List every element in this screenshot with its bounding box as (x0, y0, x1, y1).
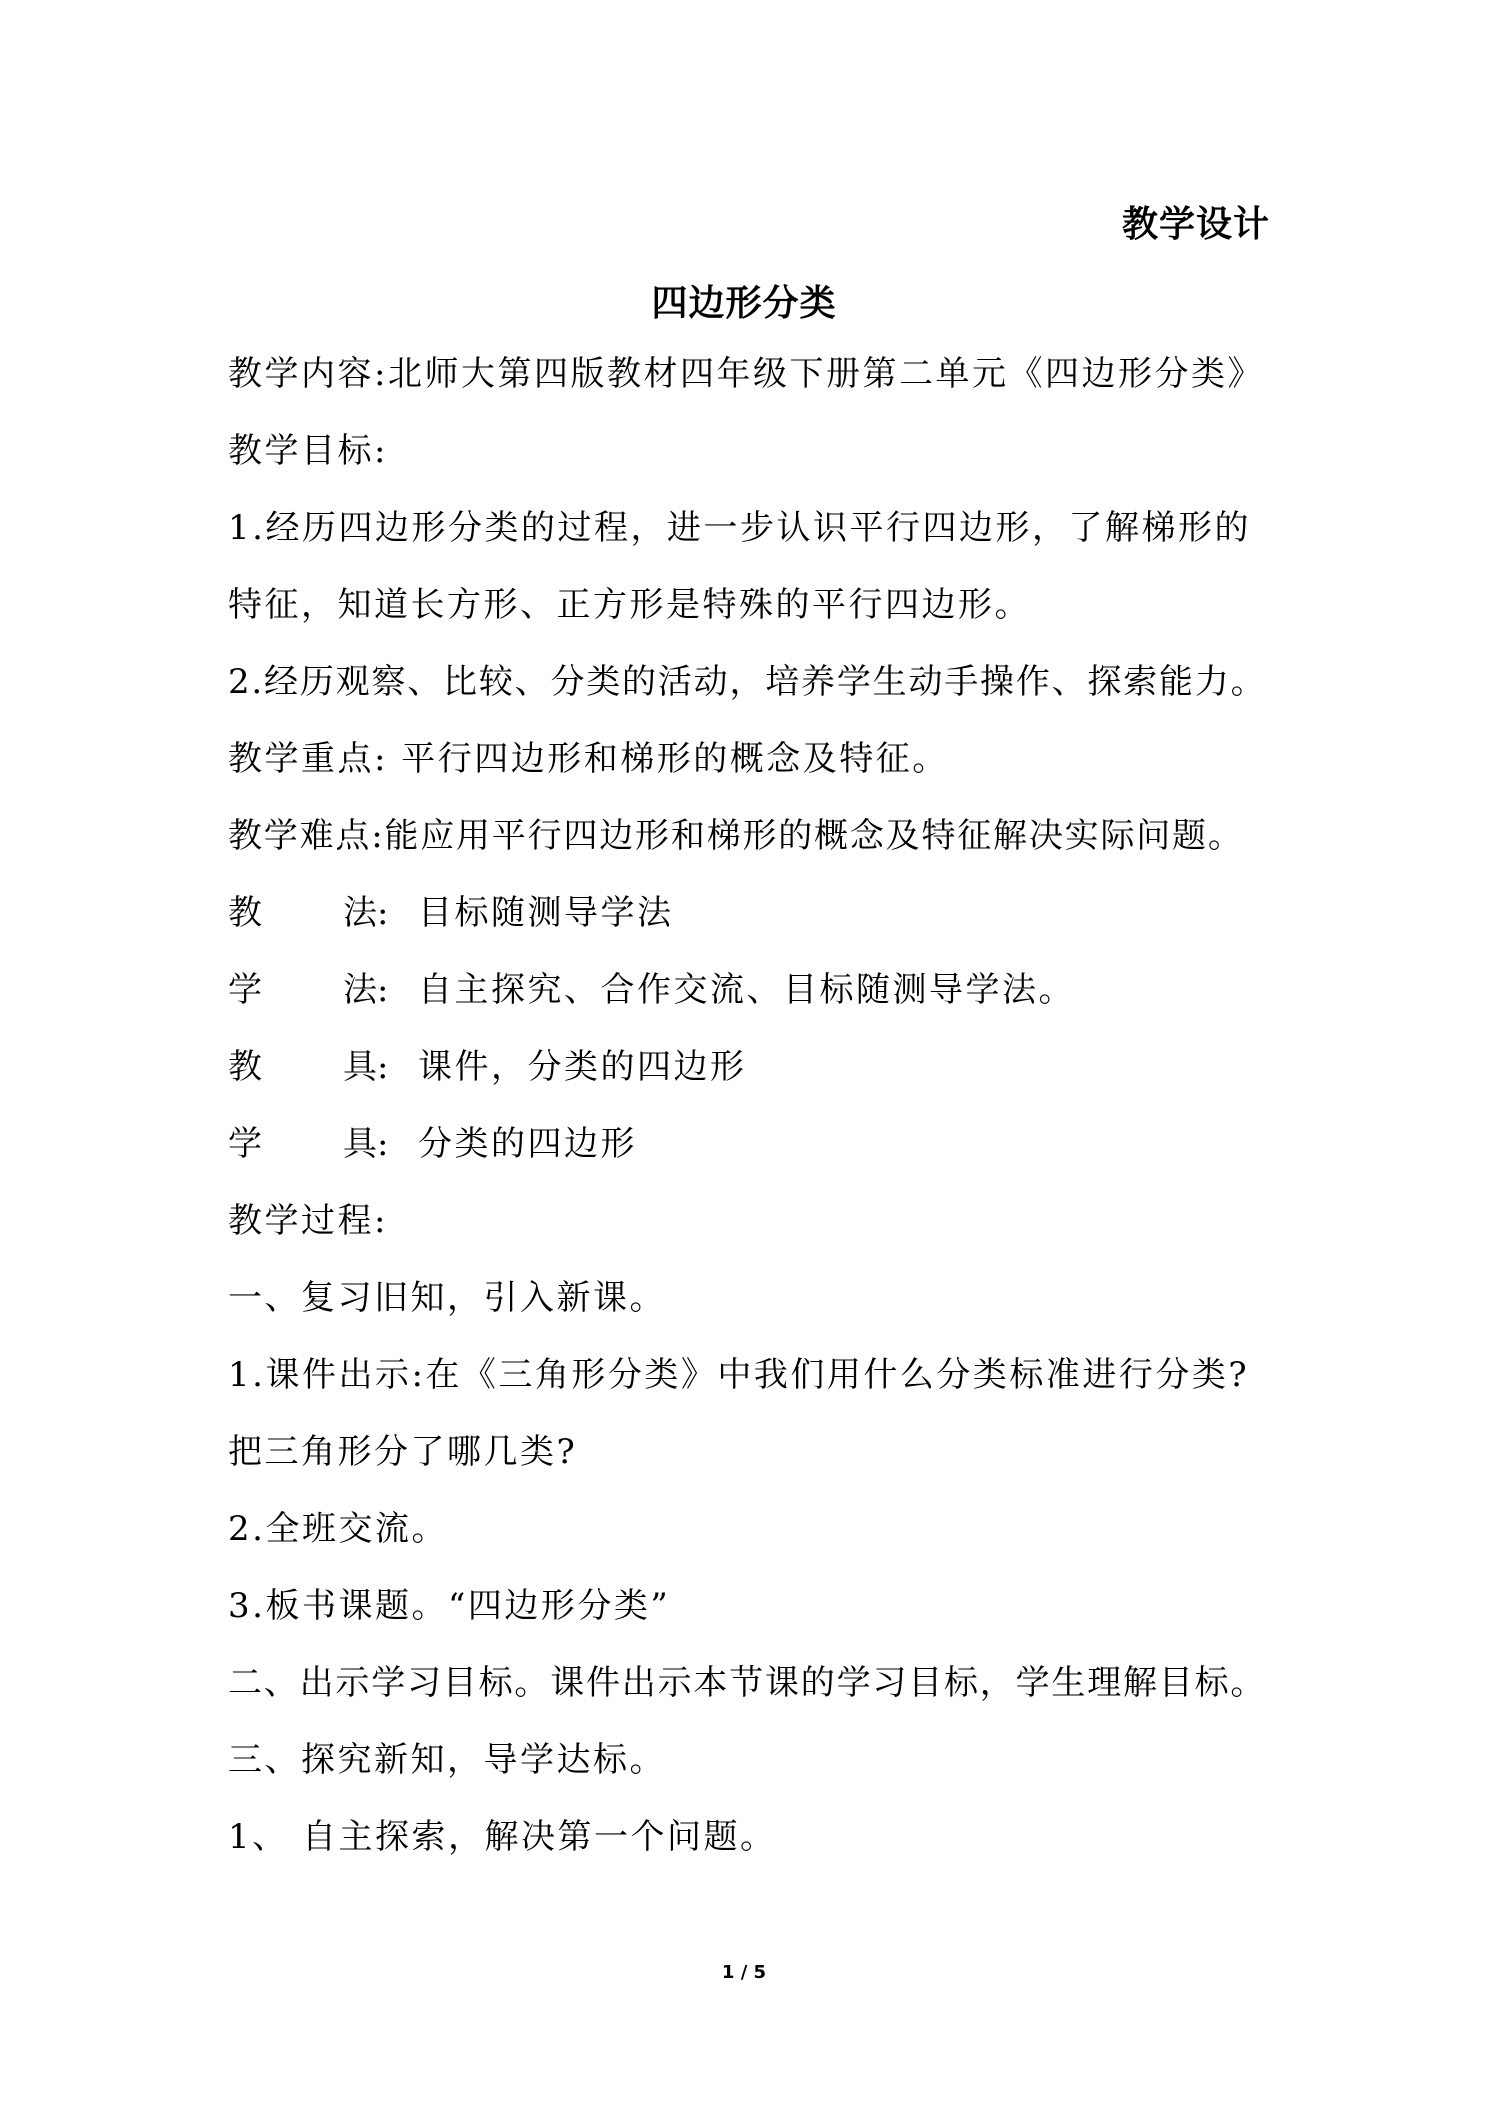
key-point-line: 教学重点: 平行四边形和梯形的概念及特征。 (228, 739, 949, 779)
section-2-heading: 二、出示学习目标。课件出示本节课的学习目标，学生理解目标。 (228, 1663, 1267, 1703)
learn-tools-line (228, 1124, 637, 1164)
document-header-label: 教学设计 (1121, 204, 1270, 245)
teach-method-line (228, 893, 674, 933)
goal-1-line-a: 1.经历四边形分类的过程，进一步认识平行四边形，了解梯形的 (228, 508, 1251, 548)
learn-tools-label: 学 具: (228, 1124, 389, 1164)
step-1-line-b: 把三角形分了哪几类? (228, 1432, 578, 1472)
learn-method-label: 学 法: (228, 970, 389, 1010)
learn-method-value: 自主探究、合作交流、目标随测导学法。 (418, 970, 1075, 1010)
step-3-line: 3.板书课题。“四边形分类” (228, 1586, 671, 1626)
content-line: 教学内容:北师大第四版教材四年级下册第二单元《四边形分类》 (228, 354, 1264, 394)
document-title: 四边形分类 (651, 283, 837, 324)
teach-tools-label: 教 具: (228, 1047, 389, 1087)
step-2-line: 2.全班交流。 (228, 1509, 448, 1549)
learn-tools-value: 分类的四边形 (418, 1124, 637, 1164)
difficulty-line: 教学难点:能应用平行四边形和梯形的概念及特征解决实际问题。 (228, 816, 1244, 856)
process-heading: 教学过程: (228, 1201, 388, 1241)
section-1-heading: 一、复习旧知，引入新课。 (228, 1278, 666, 1318)
section-3-heading: 三、探究新知，导学达标。 (228, 1740, 666, 1780)
teach-tools-value: 课件，分类的四边形 (418, 1047, 747, 1087)
goal-2-line: 2.经历观察、比较、分类的活动，培养学生动手操作、探索能力。 (228, 662, 1267, 702)
teach-tools-line (228, 1047, 747, 1087)
goal-1-line-b: 特征，知道长方形、正方形是特殊的平行四边形。 (228, 585, 1031, 625)
learn-method-line (228, 970, 1075, 1010)
page-number: 1 / 5 (721, 1962, 767, 1983)
goals-heading: 教学目标: (228, 431, 388, 471)
teach-method-label: 教 法: (228, 893, 389, 933)
step-1-line-a: 1.课件出示:在《三角形分类》中我们用什么分类标准进行分类? (228, 1355, 1250, 1395)
teach-method-value: 目标随测导学法 (418, 893, 674, 933)
sub-step-1-line: 1、 自主探索，解决第一个问题。 (228, 1817, 777, 1857)
